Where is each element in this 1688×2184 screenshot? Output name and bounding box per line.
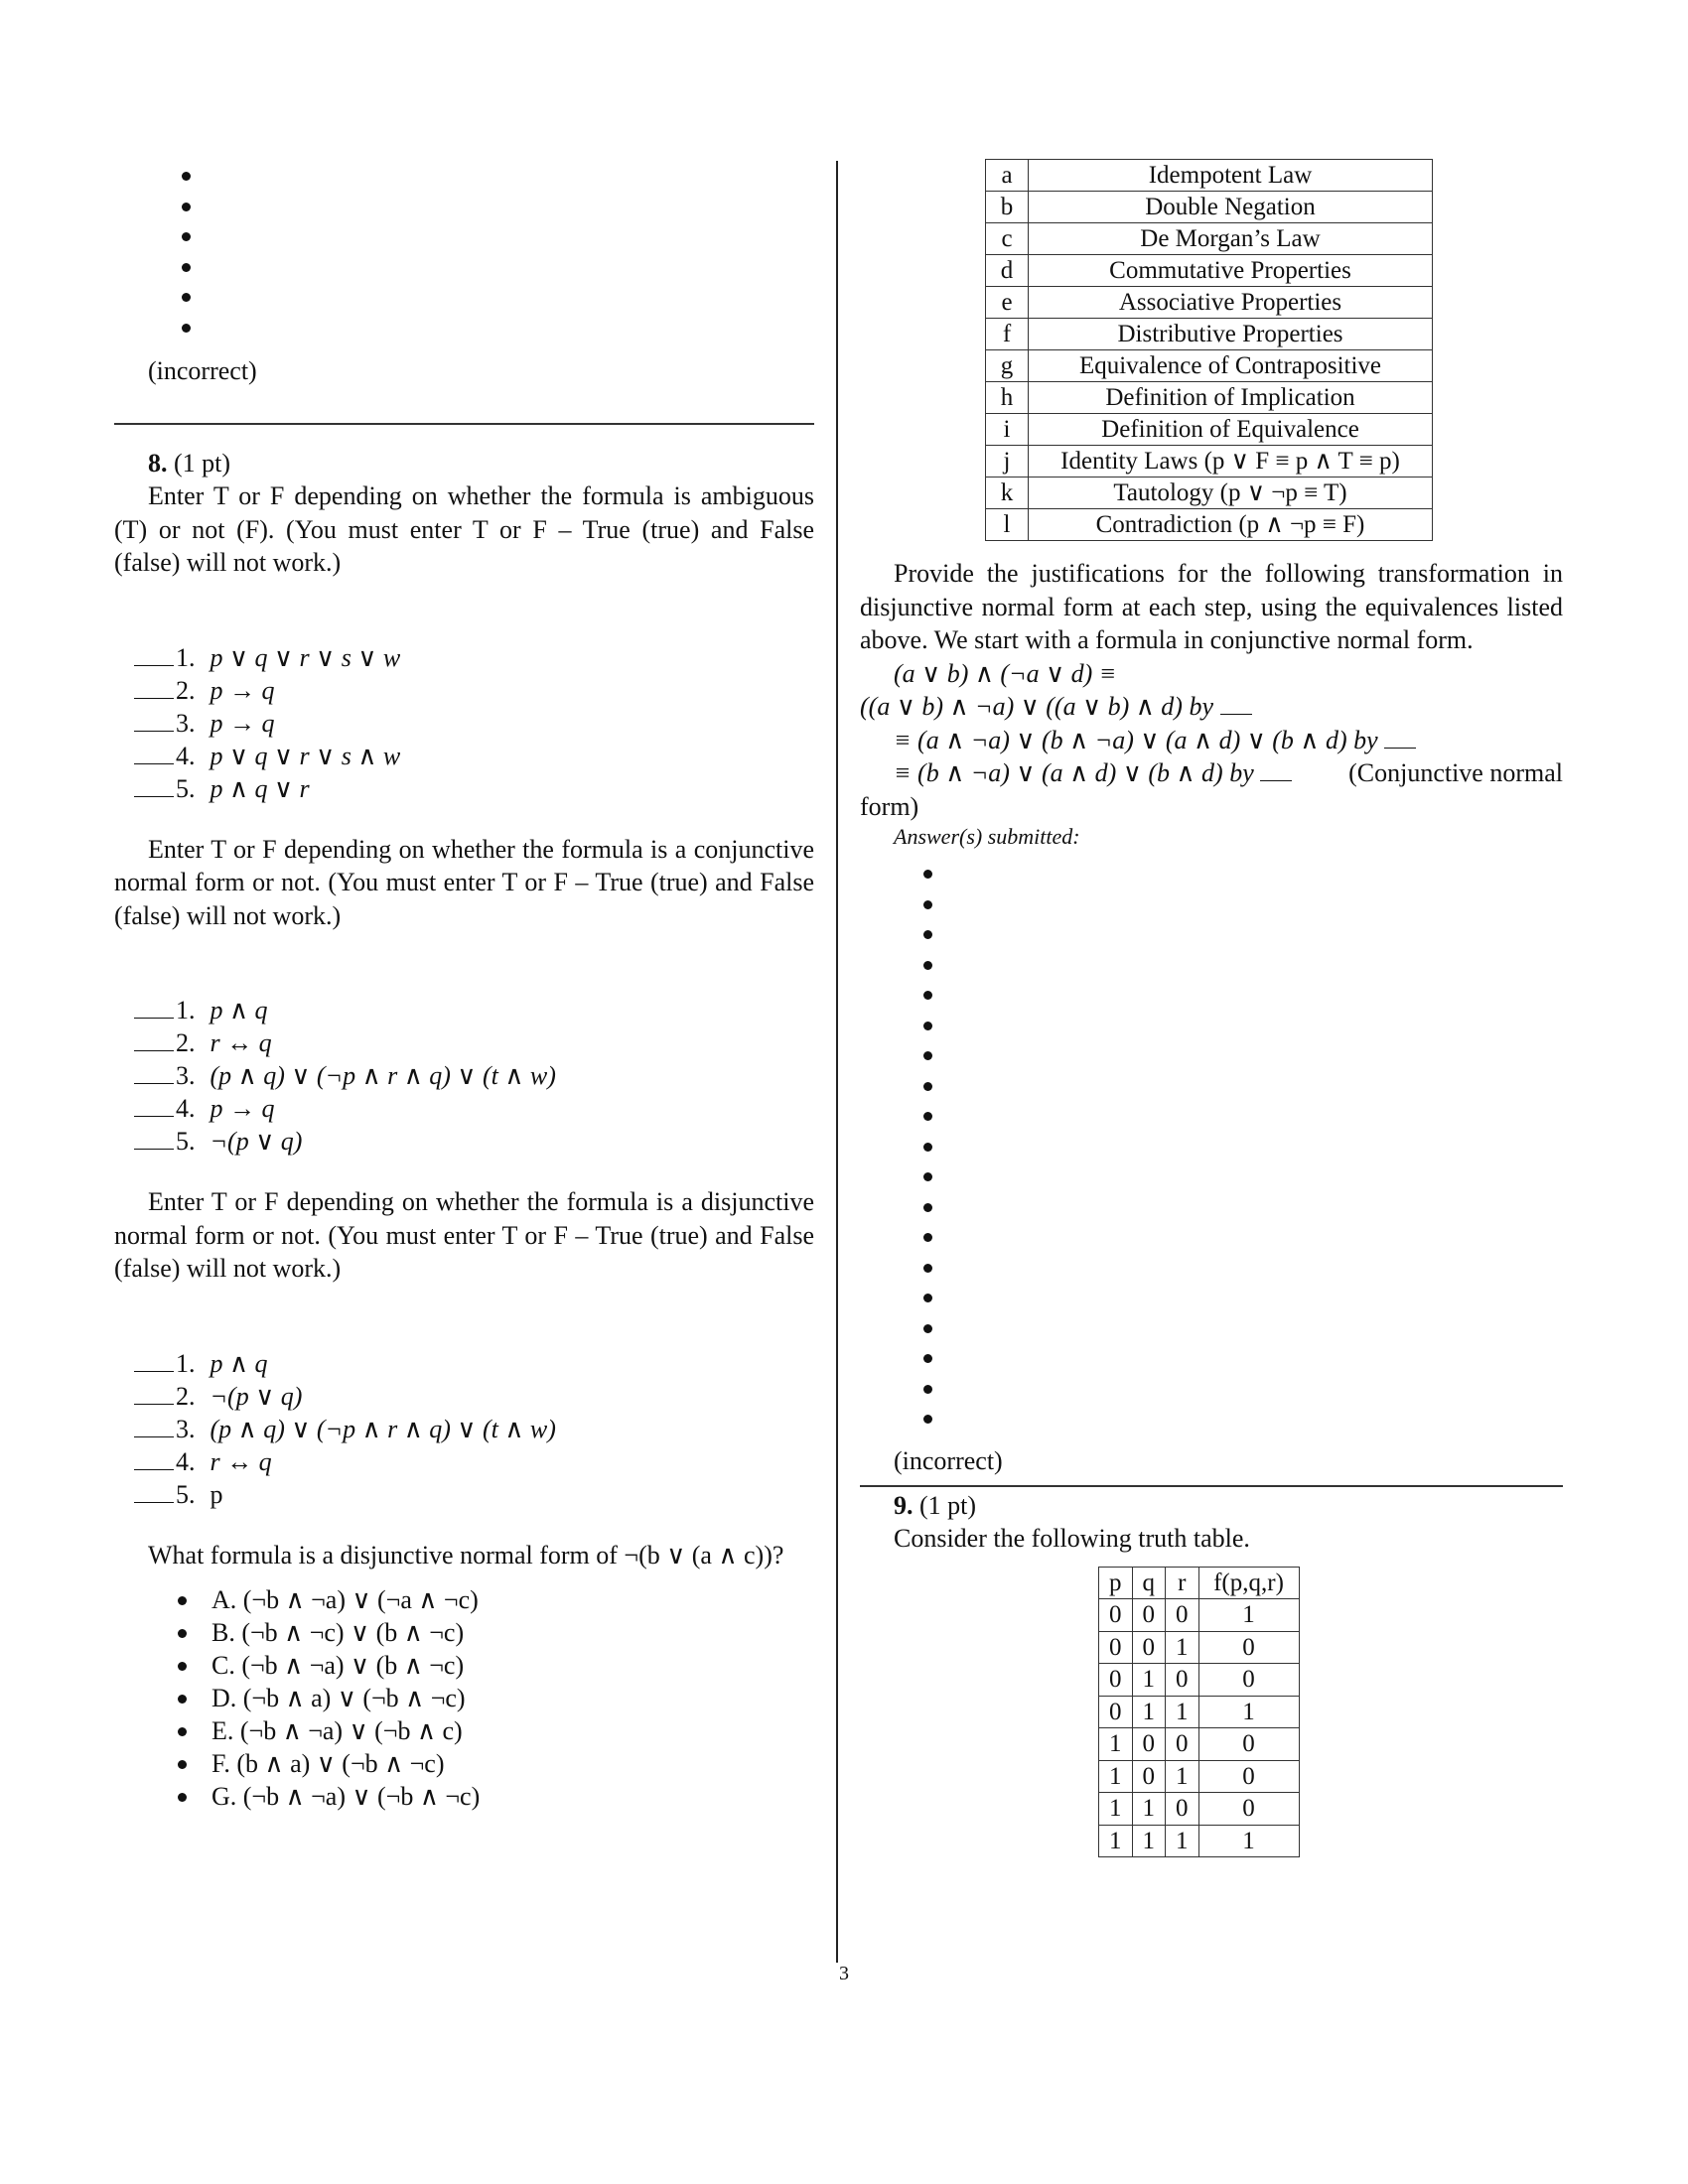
table-row: j Identity Laws (p ∨ F ≡ p ∧ T ≡ p) [986,446,1433,478]
instruction-cnf: Enter T or F depending on whether the formula is a conjunctive normal form or not. (You must enter T or F – True (true) and False (false) will not work.) [114,834,814,930]
derivation-step-3: ≡ (a ∧ ¬a) ∨ (b ∧ ¬a) ∨ (a ∧ d) ∨ (b ∧ d) by [860,724,1563,757]
answer-bullet [923,1311,1563,1342]
page-number: 3 [839,1963,849,1984]
truth-table-intro: Consider the following truth table. [894,1523,1250,1553]
option-f[interactable]: F. (b ∧ a) ∨ (¬b ∧ ¬c) [178,1747,814,1780]
table-row: 0 0 1 0 [1099,1631,1300,1664]
table-row: d Commutative Properties [986,255,1433,287]
answer-bullet [923,978,1563,1009]
list-item[interactable]: 4. p → q [134,1092,814,1125]
answer-bullet [923,1038,1563,1069]
answer-blank[interactable] [134,1063,174,1084]
formula: p ∨ q ∨ r ∨ s ∧ w [210,741,401,770]
transformation-instruction: Provide the justifications for the following transformation in disjunctive normal form at each step, using the equivalences listed above. We start with a formula in conjunctive normal form. [860,559,1563,654]
answer-bullet [923,1190,1563,1221]
option-b[interactable]: B. (¬b ∧ ¬c) ∨ (b ∧ ¬c) [178,1616,814,1649]
question-number: 8. [148,449,168,478]
table-row: e Associative Properties [986,287,1433,319]
option-c[interactable]: C. (¬b ∧ ¬a) ∨ (b ∧ ¬c) [178,1649,814,1682]
answer-bullet [182,311,814,341]
question-points: (1 pt) [174,449,231,478]
answer-bullet [923,1372,1563,1403]
answer-blank[interactable] [134,1449,174,1470]
left-column [114,159,814,1813]
list-item[interactable]: 3. p → q [134,707,814,740]
table-row: 0 1 1 1 [1099,1696,1300,1728]
answer-blank[interactable] [134,1482,174,1503]
option-g[interactable]: G. (¬b ∧ ¬a) ∨ (¬b ∧ ¬c) [178,1780,814,1813]
question-points: (1 pt) [919,1490,977,1520]
answer-bullet [923,1130,1563,1160]
status-incorrect: (incorrect) [148,356,257,385]
ambiguous-list [114,641,814,805]
answer-blank[interactable] [134,776,174,797]
table-row: 1 1 1 1 [1099,1825,1300,1857]
answer-blank[interactable] [134,1030,174,1051]
derivation-step-1: (a ∨ b) ∧ (¬a ∨ d) ≡ [894,658,1117,688]
list-item[interactable]: 2. p → q [134,674,814,707]
answer-bullet [923,857,1563,887]
formula: p ∧ q [210,1348,268,1378]
table-row: a Idempotent Law [986,160,1433,192]
answer-bullet [923,1281,1563,1311]
answer-blank[interactable] [1384,728,1416,749]
list-item[interactable]: 2. ¬(p ∨ q) [134,1380,814,1413]
answer-bullet [923,917,1563,948]
derivation [860,657,1563,824]
answer-blank[interactable] [134,1384,174,1405]
column-divider [836,161,838,1963]
answer-blank[interactable] [134,744,174,764]
answer-bullets-top [182,159,814,341]
question-number: 9. [894,1490,914,1520]
derivation-step-2: ((a ∨ b) ∧ ¬a) ∨ ((a ∨ b) ∧ d) by [860,690,1563,724]
formula: r ↔ q [210,1446,272,1476]
answer-blank[interactable] [134,711,174,732]
formula: p → q [210,708,275,738]
answer-bullet [923,1251,1563,1282]
table-row: h Definition of Implication [986,382,1433,414]
answer-bullet [182,190,814,220]
answer-bullet [923,1099,1563,1130]
formula: ¬(p ∨ q) [210,1127,303,1156]
right-column [860,159,1563,1857]
answer-bullet [923,1220,1563,1251]
answer-bullets [923,857,1563,1433]
table-row: 0 1 0 0 [1099,1664,1300,1697]
table-row: g Equivalence of Contrapositive [986,350,1433,382]
formula: (p ∧ q) ∨ (¬p ∧ r ∧ q) ∨ (t ∧ w) [210,1414,556,1443]
list-item[interactable]: 5. ¬(p ∨ q) [134,1125,814,1158]
list-item[interactable]: 4. p ∨ q ∨ r ∨ s ∧ w [134,740,814,772]
list-item[interactable]: 3. (p ∧ q) ∨ (¬p ∧ r ∧ q) ∨ (t ∧ w) [134,1413,814,1445]
answer-bullet [923,1160,1563,1190]
section-divider [860,1485,1563,1487]
answer-blank[interactable] [1220,694,1252,715]
formula: r ↔ q [210,1028,272,1057]
formula: p → q [210,675,275,705]
table-header-row: p q r f(p,q,r) [1099,1567,1300,1599]
dnf-question: What formula is a disjunctive normal form of ¬(b ∨ (a ∧ c))? [148,1540,784,1570]
section-divider [114,423,814,425]
list-item[interactable]: 5. p ∧ q ∨ r [134,772,814,805]
list-item[interactable]: 3. (p ∧ q) ∨ (¬p ∧ r ∧ q) ∨ (t ∧ w) [134,1059,814,1092]
equivalence-legend-table [985,159,1433,541]
question-heading [148,447,814,479]
answer-blank[interactable] [134,1129,174,1150]
table-row: l Contradiction (p ∧ ¬p ≡ F) [986,509,1433,541]
list-item[interactable]: 4. r ↔ q [134,1445,814,1478]
answer-blank[interactable] [134,678,174,699]
table-row: k Tautology (p ∨ ¬p ≡ T) [986,478,1433,509]
answer-bullet [182,159,814,190]
option-e[interactable]: E. (¬b ∧ ¬a) ∨ (¬b ∧ c) [178,1714,814,1747]
answer-bullet [182,250,814,281]
list-item[interactable]: 1. p ∧ q [134,994,814,1026]
list-item[interactable]: 5. p [134,1478,814,1511]
formula: p [210,1479,223,1509]
list-item[interactable]: 1. p ∧ q [134,1347,814,1380]
table-row: f Distributive Properties [986,319,1433,350]
table-row: 1 0 1 0 [1099,1760,1300,1793]
table-row: 0 0 0 1 [1099,1599,1300,1632]
answer-bullet [923,948,1563,979]
instruction-ambiguous: Enter T or F depending on whether the formula is ambiguous (T) or not (F). (You must enter T or F – True (true) and False (false) will not work.) [114,481,814,577]
truth-table [1098,1567,1300,1858]
formula: p ∧ q [210,996,268,1024]
answer-blank[interactable] [134,1096,174,1117]
answer-blank[interactable] [134,1351,174,1372]
table-row: 1 1 0 0 [1099,1793,1300,1826]
formula: (p ∧ q) ∨ (¬p ∧ r ∧ q) ∨ (t ∧ w) [210,1061,556,1090]
answer-bullet [923,1009,1563,1039]
formula: p → q [210,1094,275,1123]
formula: p ∧ q ∨ r [210,773,310,803]
list-item[interactable]: 1. p ∨ q ∨ r ∨ s ∨ w [134,641,814,674]
table-row: b Double Negation [986,192,1433,223]
question-heading [894,1489,1563,1522]
formula: p ∨ q ∨ r ∨ s ∨ w [210,642,401,672]
answer-bullet [923,1341,1563,1372]
answer-blank[interactable] [134,645,174,666]
table-row: c De Morgan’s Law [986,223,1433,255]
formula: ¬(p ∨ q) [210,1381,303,1411]
option-a[interactable]: A. (¬b ∧ ¬a) ∨ (¬a ∧ ¬c) [178,1583,814,1616]
answer-blank[interactable] [134,1417,174,1437]
instruction-dnf: Enter T or F depending on whether the formula is a disjunctive normal form or not. (You must enter T or F – True (true) and False (false) will not work.) [114,1187,814,1283]
answer-bullet [923,1069,1563,1100]
answer-bullet [923,1402,1563,1433]
dnf-list [114,1347,814,1511]
cnf-list [114,994,814,1158]
answer-bullet [182,219,814,250]
derivation-step-4: ≡ (b ∧ ¬a) ∨ (a ∧ d) ∨ (b ∧ d) by (Conjunctive normal [894,758,1563,787]
option-d[interactable]: D. (¬b ∧ a) ∨ (¬b ∧ ¬c) [178,1682,814,1714]
answer-bullet [182,280,814,311]
list-item[interactable]: 2. r ↔ q [134,1026,814,1059]
status-incorrect: (incorrect) [894,1445,1003,1475]
answers-submitted-label: Answer(s) submitted: [894,824,1080,849]
answer-blank[interactable] [1260,760,1292,781]
table-row: 1 0 0 0 [1099,1728,1300,1761]
answer-blank[interactable] [134,998,174,1019]
derivation-step-4-cont: form) [860,791,919,821]
answer-bullet [923,887,1563,918]
options-list [114,1583,814,1813]
table-row: i Definition of Equivalence [986,414,1433,446]
